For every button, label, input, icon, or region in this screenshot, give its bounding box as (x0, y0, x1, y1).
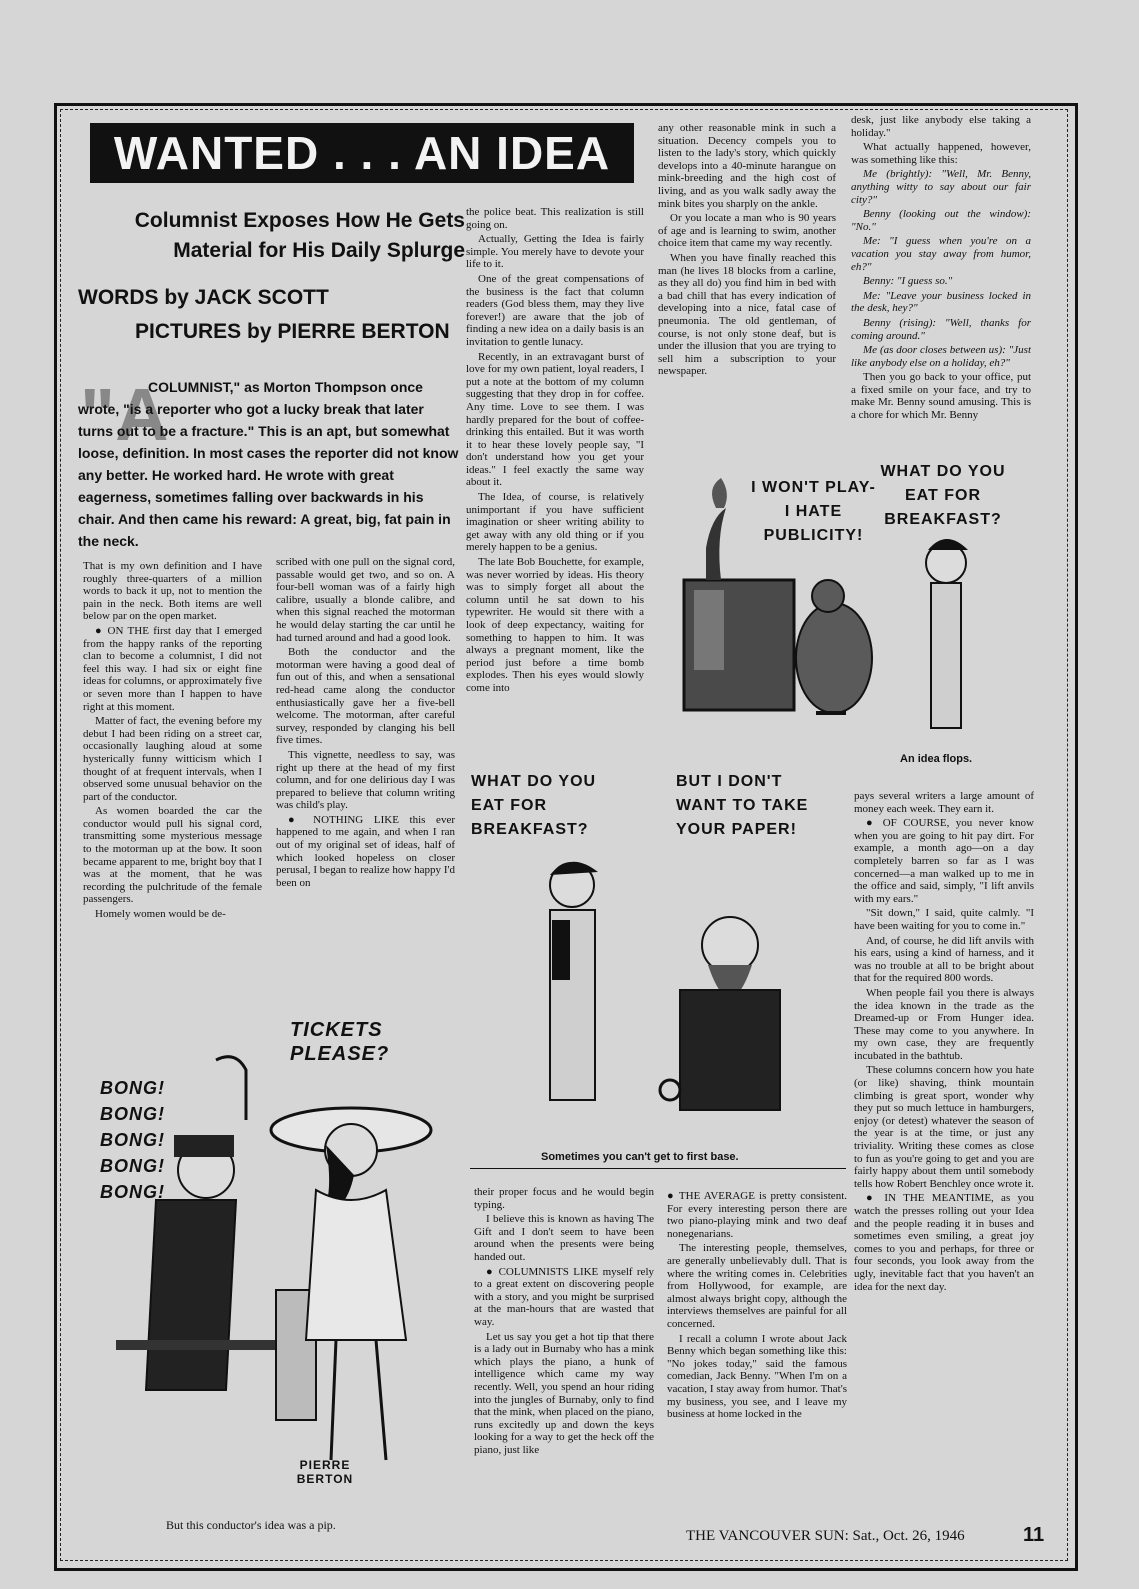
column-paragraph: Both the conductor and the motorman were having a good deal of fun out of this, and when a sensational red-head came along the conductor enthusiastically gave her a five-bell welcome. The motorman, after careful survey, responded by clanging his bell five times. (276, 646, 455, 747)
column-paragraph: ● ON THE first day that I emerged from the happy ranks of the reporting clan to become a columnist, I did not feel this way. I had six or eight fine ideas for columns, or approximately five or seven more than I happen to have right at this moment. (83, 624, 262, 713)
reporter-hair (928, 539, 968, 550)
column-paragraph: Me (as door closes between us): "Just like anybody else on a holiday, eh?" (851, 344, 1031, 369)
column-paragraph: The interesting people, themselves, are generally unbelievably dull. That is where the writing comes in. Celebrities from Hollywood, for example, are almost always bright copy, although the interviews themselves are painful for all concerned. (667, 1242, 847, 1330)
column-paragraph: When people fail you there is always the idea known in the trade as the Dreamed-up or From Hunger idea. These may come to you anywhere. In my own case, they are frequently incubated in the bathtub. (854, 986, 1034, 1062)
section-divider (470, 1168, 846, 1169)
column-paragraph: their proper focus and he would begin typing. (474, 1186, 654, 1211)
article-column-1 (83, 560, 262, 1030)
headline: WANTED . . . AN IDEA (113, 127, 611, 179)
column-paragraph: desk, just like anybody else taking a holiday." (851, 114, 1031, 139)
column-paragraph: When you have finally reached this man (he lives 18 blocks from a carline, as they all do) you find him in bed with a bad chill that has every indication of developing into a nice, fatal case of pneumonia. The old gentleman, of course, is not only stone deaf, but is under the illusion that you are trying to sell him a subscription to your newspaper. (658, 251, 836, 378)
column-paragraph: Homely women would be de- (95, 908, 226, 921)
column-paragraph: I recall a column I wrote about Jack Benny which began something like this: "No jokes today," said the famous comedian, Jack Benny. "When I'm on a vacation, I stay away from humor. That's my business, you see, and I leave my business at home locked in the (667, 1332, 847, 1421)
flower-illustration (712, 478, 727, 508)
bong-text: BONG! (100, 1130, 165, 1150)
article-column-8 (667, 1190, 847, 1508)
article-column-5 (851, 114, 1031, 436)
byline-words: WORDS by JACK SCOTT (78, 286, 329, 309)
column-paragraph: I believe this is known as having The Gift and I don't seem to have been around when the presents were being handed out. (474, 1213, 654, 1263)
conductor-caption: But this conductor's idea was a pip. (166, 1518, 336, 1532)
mink-illustration (796, 603, 872, 713)
column-paragraph: any other reasonable mink in such a situation. Decency compels you to listen to the lady's story, which quickly develops into a 40-minute harangue on mink-breeding and the high cost of living, and as you walk sadly away the mink bites you sharply on the ankle. (658, 122, 836, 210)
mink-head (812, 580, 844, 612)
woman-leg (331, 1340, 336, 1460)
bong-text: BONG! (100, 1156, 165, 1176)
column-paragraph: scribed with one pull on the signal cord, passable would get two, and so on. A four-bell woman was of a fairly high calibre, usually a blonde calibre, and when this signal reached the motorman he would delay starting the car until he had turned around and had a good look. (276, 556, 455, 644)
piano-speech: I WON'T PLAY- I HATE PUBLICITY! (751, 479, 876, 544)
column-paragraph: pays several writers a large amount of money each week. They earn it. (854, 790, 1034, 815)
article-column-4 (658, 122, 836, 434)
bald-caption: Sometimes you can't get to first base. (541, 1151, 739, 1163)
signal-cord (216, 1057, 246, 1120)
vase-illustration (706, 508, 726, 580)
bald-man-head (702, 917, 758, 973)
reporter-body (931, 583, 961, 728)
page-number: 11 (1023, 1524, 1045, 1546)
column-paragraph: ● NOTHING LIKE this ever happened to me again, and when I ran out of my original set of ideas, half of which looked hopeless on closer perusal, I began to realize how happy I'd been on (276, 813, 455, 889)
article-column-6 (854, 790, 1034, 1478)
column-paragraph: ● OF COURSE, you never know when you are going to hit pay dirt. For example, a month ago—on a day completely barren so far as I was concerned—a man walked up to me in the office and said, simply, "I lift anvils with my ears." (854, 817, 1034, 905)
column-paragraph: the police beat. This realization is still going on. (466, 206, 644, 231)
column-paragraph: Or you locate a man who is 90 years of age and is learning to swim, another choice item that came my way recently. (658, 212, 836, 250)
bong-text: BONG! (100, 1182, 165, 1202)
column-paragraph: That is my own definition and I have roughly three-quarters of a million words to back it up, not to mention the pain in the neck. Both items are well below par on the open market. (83, 560, 262, 623)
column-paragraph: Recently, in an extravagant burst of love for my own patient, loyal readers, I put a note at the bottom of my column suggesting that they drop in for coffee. Any time. Love to see them. I was hardly prepared for the bout of coffee-drinking this entailed. But it was worth it to hear these lovely people say, "I don't understand how you get your ideas." I feel exactly the same way about it. (466, 350, 644, 489)
column-paragraph: Let us say you get a hot tip that there is a lady out in Burnaby who has a mink which plays the piano, a hunk of intelligence which came my way recently. Well, you spend an hour riding into the jungles of Burnaby, only to find that the mink, when placed on the piano, runs excitedly up and down the keys looking for a way to get the heck off the piano, just like (474, 1330, 654, 1456)
piano-caption: An idea flops. (900, 753, 973, 765)
fare-box-rail (116, 1340, 286, 1350)
article-column-7 (474, 1186, 654, 1526)
conductor-cap (174, 1135, 234, 1157)
column-paragraph: "Sit down," I said, quite calmly. "I have been waiting for you to come in." (854, 907, 1034, 932)
column-paragraph: Then you go back to your office, put a fixed smile on your face, and try to make Mr. Benny sound amusing. This is a chore for which Mr. Benny (851, 371, 1031, 422)
column-paragraph: Matter of fact, the evening before my debut I had been riding on a street car, occasionally laughing aloud at some hysterically funny witticism which I thought of at frequent intervals, when I observed some unusual behavior on the part of the conductor. (83, 715, 262, 803)
artist-signature: PIERRE BERTON (296, 1458, 354, 1486)
subhead: Columnist Exposes How He Gets Material for His Daily Splurge (134, 209, 465, 262)
column-paragraph: ● COLUMNISTS LIKE myself rely to a great extent on discovering people with a story, and you might be surprised at the man-hours that are wasted that way. (474, 1265, 654, 1328)
column-paragraph: ● THE AVERAGE is pretty consistent. For every interesting person there are two piano-playing mink and two deaf nonegenarians. (667, 1190, 847, 1240)
bald-man-body (680, 990, 780, 1110)
column-paragraph: The Idea, of course, is relatively unimportant if you have sufficient imagination or sheer writing ability to get away with any old thing or if you merely happen to be a genius. (466, 491, 644, 554)
headline-banner (90, 123, 634, 183)
column-paragraph: Benny (looking out the window): "No." (851, 208, 1031, 233)
column-paragraph: One of the great compensations of the business is the fact that column readers (God bless them, may they live forever!) are aware that the job of finding a new idea on a daily basis is an invitation to gentle lunacy. (466, 272, 644, 348)
bald-answer: BUT I DON'T WANT TO TAKE YOUR PAPER! (676, 773, 809, 838)
piano-question: WHAT DO YOU EAT FOR BREAKFAST? (880, 463, 1006, 528)
conductor-body (146, 1200, 236, 1390)
bong-text: BONG! (100, 1104, 165, 1124)
column-paragraph: Actually, Getting the Idea is fairly simple. You merely have to devote your life to it. (466, 233, 644, 271)
footer-masthead: THE VANCOUVER SUN: Sat., Oct. 26, 1946 (686, 1528, 965, 1544)
intro-paragraph (78, 373, 460, 552)
column-paragraph: Me: "I guess when you're on a vacation you stay away from humor, eh?" (851, 235, 1031, 273)
cartoon-bald-man (480, 840, 820, 1140)
intro-dropcap: "A (80, 373, 169, 456)
article-column-3 (466, 206, 644, 786)
piano-panel (694, 590, 724, 670)
column-paragraph: And, of course, he did lift anvils with his ears, using a kind of harness, and it was no trouble at all to be bright about that for the required 800 words. (854, 934, 1034, 985)
conductor-tickets: TICKETS PLEASE? (290, 1019, 390, 1065)
reporter-tie (552, 920, 570, 980)
column-paragraph: Benny: "I guess so." (863, 275, 953, 288)
article-column-2 (276, 556, 455, 974)
column-paragraph: What actually happened, however, was something like this: (851, 141, 1031, 166)
column-paragraph: This vignette, needless to say, was right up there at the head of my first column, and for one delirious day I was prepared to believe that column writing was child's play. (276, 748, 455, 812)
column-paragraph: ● IN THE MEANTIME, as you watch the presses rolling out your Idea and the people reading it in buses and sometimes even smiling, a great joy comes to you and perhaps, for three or four seconds, you look away from the ugly, inevitable fact that you haven't an idea for the next day. (854, 1192, 1034, 1293)
column-paragraph: The late Bob Bouchette, for example, was never worried by ideas. His theory was to simply forget all about the column until he sat down to his typewriter. He would sit there with a look of deep expectancy, waiting for something to happen to him. It was always a pregnant moment, like the period just before a time bomb explodes. Then his eyes would slowly come into (466, 556, 644, 694)
conductor-bongs (100, 1075, 165, 1205)
column-paragraph: As women boarded the car the conductor would pull his signal cord, transmitting some mysterious message to the motorman up at the bow. It soon became apparent to me, bright boy that I was at the moment, that he was recording the pulchritude of the female passengers. (83, 805, 262, 906)
column-paragraph: Benny (rising): "Well, thanks for coming around." (851, 316, 1031, 342)
woman-dress (306, 1190, 406, 1340)
column-paragraph: These columns concern how you hate (or like) shaving, think mountain climbing is great sport, wonder why they put so much lettuce in hamburgers, enjoy (or detest) whatever the season of the year is at the time, or just any triviality. Writing these comes as close to fun as you're going to get and you are fairly happy about them until somebody tells how Robert Benchley once wrote it. (854, 1064, 1034, 1190)
anvil-chain (660, 1080, 680, 1100)
bong-text: BONG! (100, 1078, 165, 1098)
bald-question: WHAT DO YOU EAT FOR BREAKFAST? (471, 773, 597, 838)
intro-text: COLUMNIST," as Morton Thompson once wrote, "is a reporter who got a lucky break that later turns out to be a fracture." This is an apt, but somewhat loose, definition. In most cases the reporter did not know any better. He worked hard. He wrote with great eagerness, sometimes falling over backwards in his chair. And then came his reward: A great, big, fat pain in the neck. (78, 379, 459, 549)
column-paragraph: Me (brightly): "Well, Mr. Benny, anything witty to say about our fair city?" (851, 168, 1031, 206)
column-paragraph: Me: "Leave your business locked in the desk, hey?" (851, 289, 1031, 315)
woman-leg (376, 1340, 386, 1460)
byline-pictures: PICTURES by PIERRE BERTON (135, 320, 450, 343)
